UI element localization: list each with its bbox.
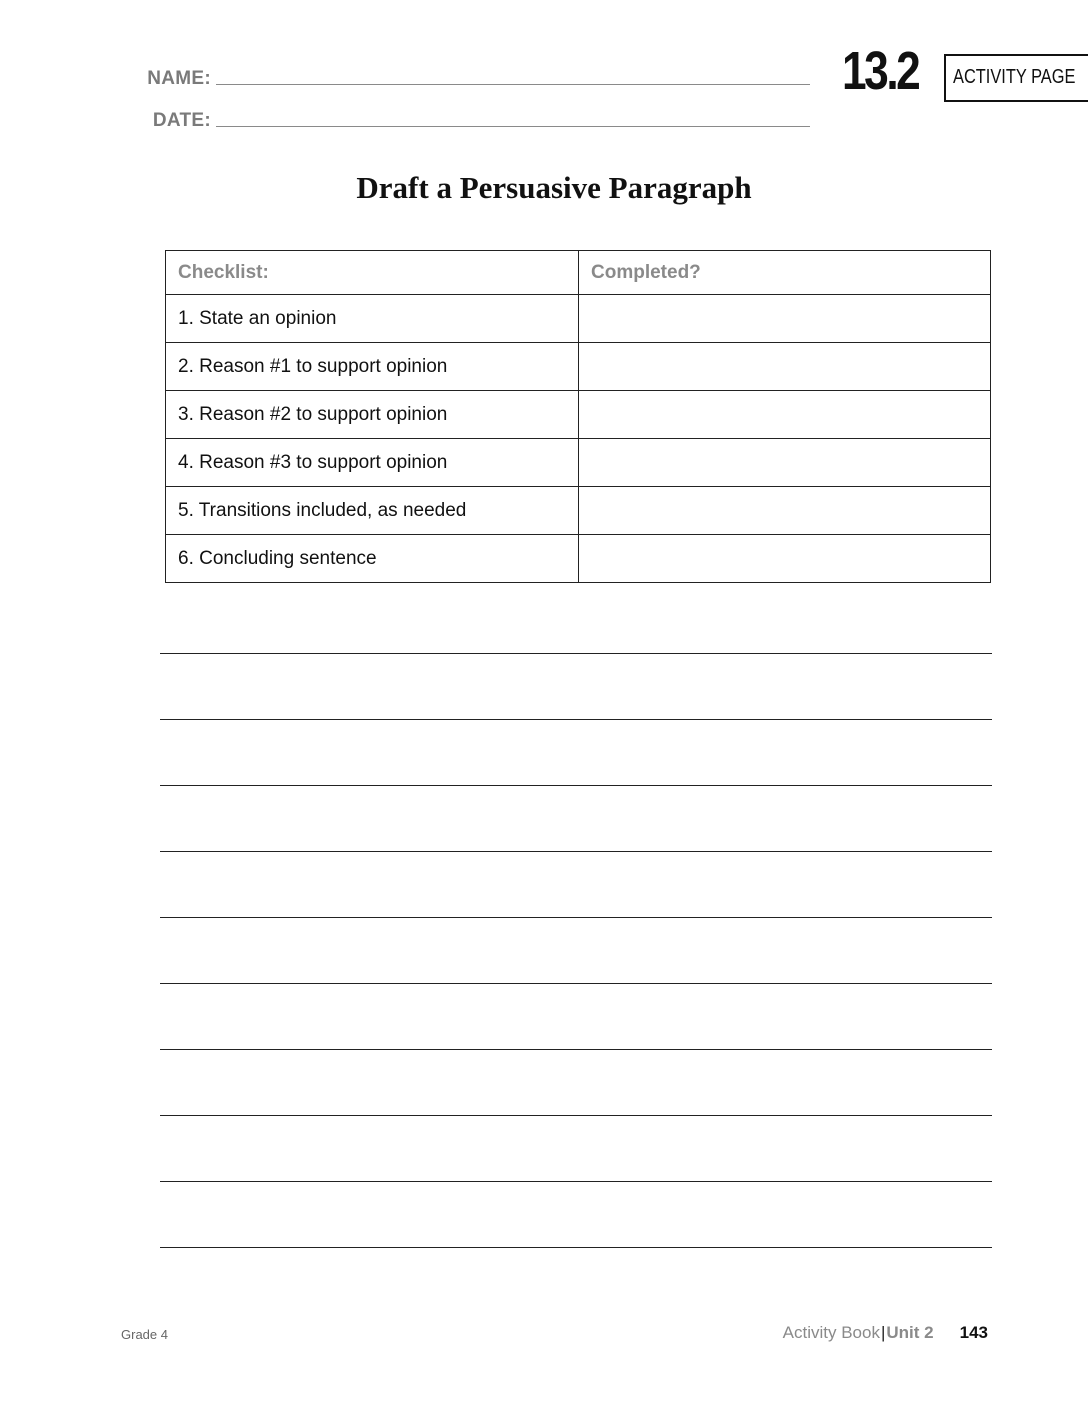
activity-page-label: ACTIVITY PAGE: [953, 66, 1076, 88]
checklist-item: 5. Transitions included, as needed: [178, 499, 467, 521]
page-number: 143: [959, 1323, 988, 1342]
completed-cell[interactable]: [578, 439, 990, 486]
table-row: [166, 534, 990, 582]
checklist-header-row: [166, 251, 990, 294]
writing-line[interactable]: [160, 653, 992, 654]
table-row: [166, 294, 990, 342]
checklist-item: 6. Concluding sentence: [178, 547, 377, 569]
table-row: [166, 486, 990, 534]
checklist-column-header: Checklist:: [178, 261, 269, 283]
date-label: DATE:: [152, 110, 211, 131]
table-row: [166, 342, 990, 390]
name-label: NAME:: [147, 68, 211, 89]
checklist-item: 4. Reason #3 to support opinion: [178, 451, 448, 473]
writing-line[interactable]: [160, 1049, 992, 1050]
book-title: Activity Book: [782, 1323, 880, 1342]
grade-label: Grade 4: [121, 1327, 168, 1342]
writing-line[interactable]: [160, 1247, 992, 1248]
checklist-item: 2. Reason #1 to support opinion: [178, 355, 448, 377]
footer-separator: |: [880, 1323, 886, 1342]
writing-line[interactable]: [160, 917, 992, 918]
writing-line[interactable]: [160, 1115, 992, 1116]
footer-book-info: [783, 1323, 988, 1343]
page-title: Draft a Persuasive Paragraph: [356, 170, 752, 205]
completed-cell[interactable]: [578, 295, 990, 342]
writing-line[interactable]: [160, 719, 992, 720]
writing-line[interactable]: [160, 1181, 992, 1182]
writing-line[interactable]: [160, 785, 992, 786]
completed-cell[interactable]: [578, 487, 990, 534]
checklist-table: [165, 250, 991, 583]
completed-cell[interactable]: [578, 535, 990, 582]
completed-cell[interactable]: [578, 343, 990, 390]
table-row: [166, 438, 990, 486]
table-row: [166, 390, 990, 438]
completed-cell[interactable]: [578, 391, 990, 438]
writing-line[interactable]: [160, 851, 992, 852]
checklist-item: 3. Reason #2 to support opinion: [178, 403, 448, 425]
unit-label: Unit 2: [886, 1323, 934, 1342]
writing-line[interactable]: [160, 983, 992, 984]
checklist-item: 1. State an opinion: [178, 307, 337, 329]
completed-column-header: Completed?: [578, 251, 990, 294]
name-field[interactable]: [216, 84, 810, 85]
activity-number: 13.2: [842, 41, 919, 101]
date-field[interactable]: [216, 126, 810, 127]
